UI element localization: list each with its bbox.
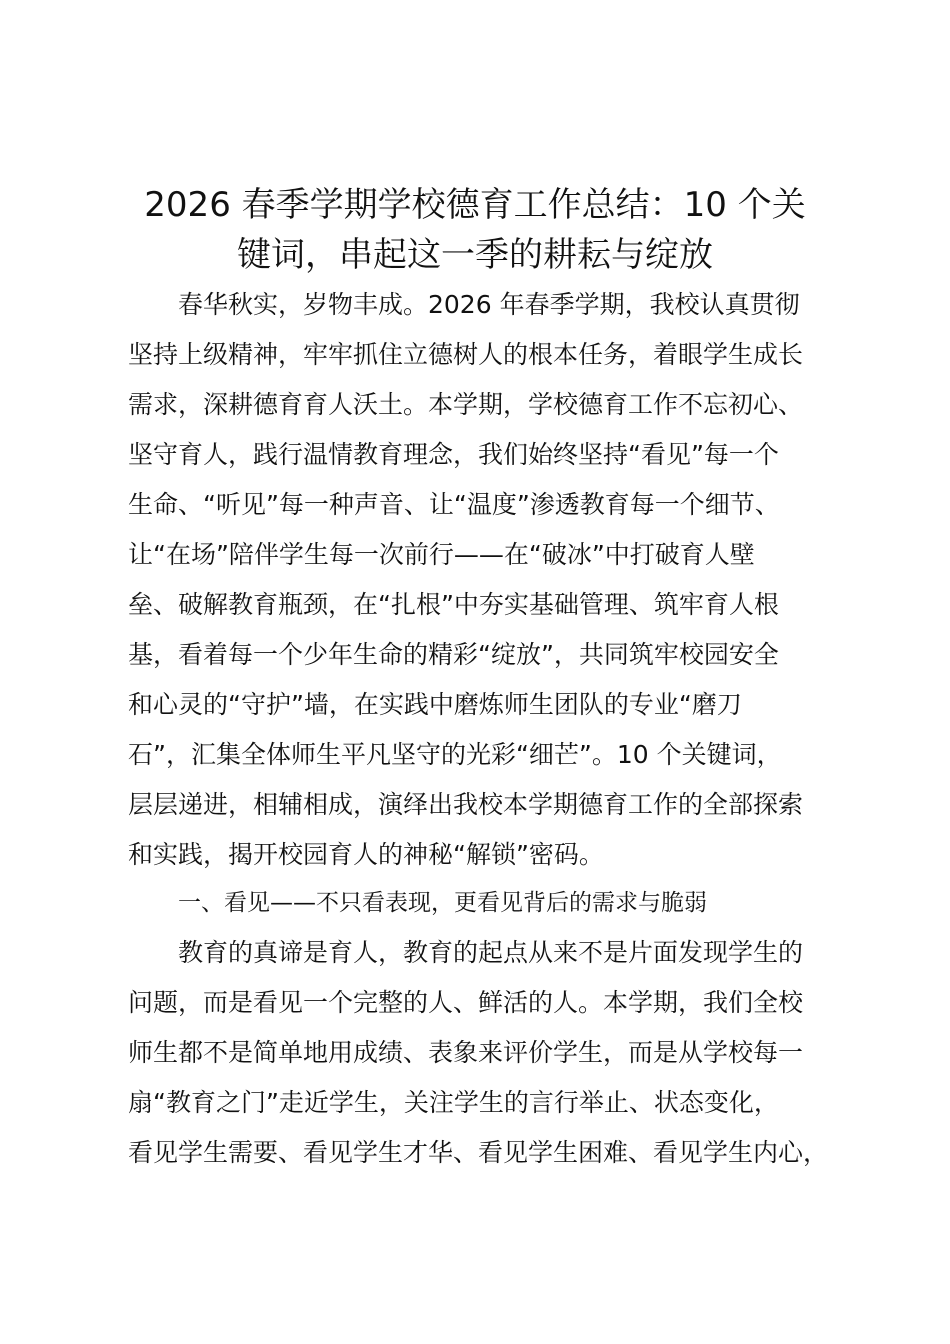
- paragraph-1-line: 和心灵的“守护”墙，在实践中磨炼师生团队的专业“磨刀: [128, 690, 742, 719]
- paragraph-2-line: 问题，而是看见一个完整的人、鲜活的人。本学期，我们全校: [128, 988, 804, 1017]
- paragraph-1-line: 坚持上级精神，牢牢抓住立德树人的根本任务，着眼学生成长: [128, 340, 804, 369]
- section-heading: 一、看见——不只看表现，更看见背后的需求与脆弱: [178, 890, 707, 916]
- paragraph-1-line: 让“在场”陪伴学生每一次前行——在“破冰”中打破育人壁: [128, 540, 755, 569]
- paragraph-2-line: 扇“教育之门”走近学生，关注学生的言行举止、状态变化，: [128, 1088, 779, 1117]
- paragraph-1-line: 石”，汇集全体师生平凡坚守的光彩“细芒”。10 个关键词，: [128, 740, 782, 769]
- document-title: [120, 180, 830, 280]
- paragraph-1-line: 基，看着每一个少年生命的精彩“绽放”，共同筑牢校园安全: [128, 640, 779, 669]
- paragraph-1-line: 层层递进，相辅相成，演绎出我校本学期德育工作的全部探索: [128, 790, 804, 819]
- paragraph-1-line: 春华秋实，岁物丰成。2026 年春季学期，我校认真贯彻: [178, 290, 800, 319]
- title-line: 2026 春季学期学校德育工作总结：10 个关: [144, 185, 806, 225]
- paragraph-2-line: 看见学生需要、看见学生才华、看见学生困难、看见学生内心，: [128, 1138, 829, 1167]
- paragraph-1-line: 坚守育人，践行温情教育理念，我们始终坚持“看见”每一个: [128, 440, 779, 469]
- paragraph-1-line: 生命、“听见”每一种声音、让“温度”渗透教育每一个细节、: [128, 490, 780, 519]
- paragraph-2-line: 师生都不是简单地用成绩、表象来评价学生，而是从学校每一: [128, 1038, 804, 1067]
- paragraph-1-line: 垒、破解教育瓶颈，在“扎根”中夯实基础管理、筑牢育人根: [128, 590, 779, 619]
- paragraph-1-line: 和实践，揭开校园育人的神秘“解锁”密码。: [128, 840, 604, 869]
- paragraph-2-line: 教育的真谛是育人，教育的起点从来不是片面发现学生的: [178, 938, 804, 967]
- paragraph-1-line: 需求，深耕德育育人沃土。本学期，学校德育工作不忘初心、: [128, 390, 804, 419]
- title-line: 键词，串起这一季的耕耘与绽放: [237, 235, 713, 275]
